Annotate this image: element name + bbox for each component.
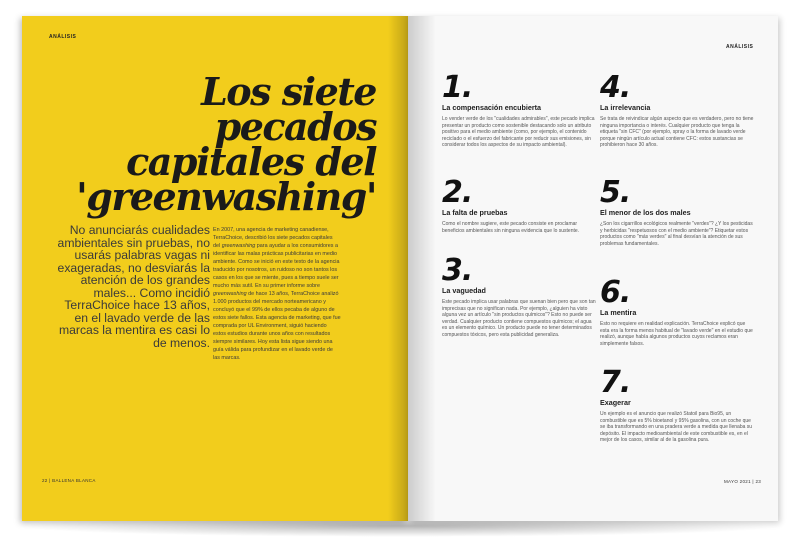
sin-number: 2. bbox=[442, 175, 473, 210]
right-page bbox=[408, 16, 778, 521]
title-line: capitales del bbox=[126, 139, 376, 184]
sin-item bbox=[600, 365, 756, 444]
sin-heading: La vaguedad bbox=[442, 286, 486, 295]
right-section-tag: ANÁLISIS bbox=[726, 44, 754, 50]
sin-text: Se trata de reivindicar algún aspecto que es verdadero, pero no tiene ninguna importancia o interés. Cualquier producto que tenga la etiqueta "sin CFC" (por ejemplo, spray o la forma de lavado verde porque ningún artículo actual contiene CFC: estos sustancias se prohibieron hace 30 años. bbox=[600, 116, 754, 149]
sin-text: Esto no requiere en realidad explicación. TerraChoice explicó que esta era la forma menos habitual de "lavado verde" en el estudio que realizó, aunque había algunos productos cuyos reclamos eran simplemente falsos. bbox=[600, 321, 753, 347]
title-line: Los siete bbox=[201, 69, 376, 114]
body-text-emphasis: greenwashing bbox=[221, 243, 256, 249]
left-gutter-shade bbox=[388, 16, 408, 521]
article-body bbox=[213, 226, 341, 362]
sin-text: Como el nombre sugiere, este pecado consiste en proclamar beneficios ambientales sin ninguna evidencia que lo sustente. bbox=[442, 221, 580, 234]
sin-text: Este pecado implica usar palabras que suenan bien pero que son tan imprecisas que no significan nada. Por ejemplo, ¿alguien ha visto alguna vez un artículo "sin productos químicos"? Esto no puede ser verdad. Cualquier producto contiene compuestos químicos; el agua es un elemento químico. Un producto puede no tener determinados compuestos tóxicos, pero esta publicidad generaliza. bbox=[442, 299, 596, 338]
title-line: pecados bbox=[214, 104, 376, 149]
article-title bbox=[36, 69, 376, 219]
right-footer: MAYO 2021 | 23 bbox=[724, 479, 762, 484]
body-text-emphasis: greenwashing bbox=[213, 291, 247, 297]
sin-heading: La mentira bbox=[600, 308, 637, 317]
sin-heading: La compensación encubierta bbox=[442, 103, 542, 112]
sin-text: Lo vender verde de los "cualidades admirables", este pecado implica presentar un producto como sostenible destacando solo un atributo positivo para el medio ambiente (como, por ejemplo, el contenido reciclado o el esfuerzo del fabricante por reducir sus emisiones, sin considerar todos los aspectos de su impacto ambiental). bbox=[442, 116, 595, 149]
sin-item bbox=[600, 275, 756, 347]
sin-text: ¿Son los cigarrillos ecológicos realmente "verdes"? ¿Y los pesticidas y herbicidas "respetuosos con el medio ambiente"? Etiquetar estos productos como "más verdes" al final desvían la atención de sus problemas fundamentales. bbox=[600, 221, 753, 247]
sin-number: 1. bbox=[442, 70, 473, 105]
body-text-part: para ayudar a los consumidores a identificar las malas prácticas publicitarias en medio ambiente. Como se inició en este texto de la agencia traducido por nosotros, un ruidoso no son tantos los casos en los que se miente, pues a tiempo suele ser mucho más sutil. En su primer informe sobre bbox=[213, 243, 340, 289]
left-footer: 22 | BALLENA BLANCA bbox=[42, 478, 96, 483]
sin-heading: El menor de los dos males bbox=[600, 208, 691, 217]
sin-item bbox=[600, 70, 756, 149]
left-section-tag: ANÁLISIS bbox=[49, 34, 77, 40]
sin-heading: La falta de pruebas bbox=[442, 208, 508, 217]
sin-number: 4. bbox=[600, 70, 631, 105]
sin-item bbox=[442, 253, 598, 339]
body-text-part: de hace 13 años, TerraChoice analizó 1.000 productos del mercado norteamericano y concluyó que el 99% de ellos pecaba de alguno de estos siete fallos. Esta agencia de marketing, que fue comprada por UL Environment, siguió haciendo estos estudios durante unos años con resultados siempre similares. Hoy esta lista sigue siendo una guía válida para profundizar en el lavado verde de las marcas. bbox=[213, 291, 341, 361]
sin-heading: La irrelevancia bbox=[600, 103, 651, 112]
article-lede: No anunciarás cualidades ambientales sin pruebas, no usarás palabras vagas ni exageradas, no desviarás la atención de los grandes males... Como incidió TerraChoice hace 13 años, en el lavado verde de las marcas la mentira es casi lo de menos. bbox=[57, 223, 210, 350]
sin-item bbox=[442, 70, 598, 149]
sin-number: 6. bbox=[600, 275, 631, 310]
body-text-part: En 2007, una agencia de marketing canadiense, TerraChoice, describió los siete pecados capitales del bbox=[213, 227, 333, 249]
sin-number: 7. bbox=[600, 365, 631, 400]
sin-item bbox=[442, 175, 598, 234]
right-gutter-shade bbox=[408, 16, 436, 521]
sin-text: Un ejemplo es el anuncio que realizó Statoil para Bio95, un combustible que es 5% bioetanol y 95% gasolina, con un coche que se iba transformando en una pradera verde a medida que llenaba su depósito. El impacto medioambiental de este combustible es, en el mejor de los casos, similar al de la gasolina pura. bbox=[600, 411, 753, 444]
sin-number: 5. bbox=[600, 175, 631, 210]
sin-number: 3. bbox=[442, 253, 473, 288]
title-line: 'greenwashing' bbox=[76, 174, 376, 219]
sin-item bbox=[600, 175, 756, 247]
sin-heading: Exagerar bbox=[600, 398, 631, 407]
left-page bbox=[22, 16, 408, 521]
